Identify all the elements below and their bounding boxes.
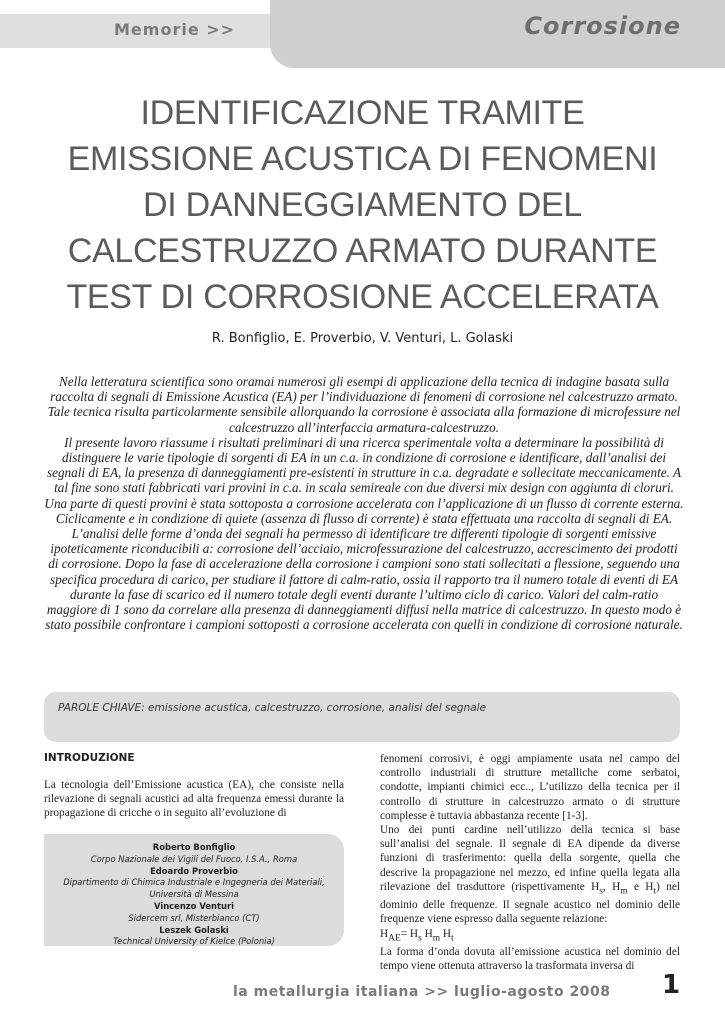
abstract-paragraph: Il presente lavoro riassume i risultati preliminari di una ricerca sperimentale volta a determinare la possibilità di distinguere le varie tipologie di sorgenti di EA in un c.a. in condizione di corrosione e identificare, dall’analisi dei segnali di EA, la presenza di danneggiamenti pre-esistenti in strutture in c.a. degradate e sollecitate meccanicamente. A tal fine sono stati fabbricati vari provini in c.a. in scala semireale con due diversi mix design con aggiunta di cloruri. Una parte di questi provini è stata sottoposta a corrosione accelerata con l’applicazione di un flusso di corrente esterna. Ciclicamente e in condizione di quiete (assenza di flusso di corrente) è stata effettuata una raccolta di segnali di EA. L’analisi delle forme d’onda dei segnali ha permesso di identificare tre differenti tipologie di sorgenti emissive ipoteticamente riconducibili a: corrosione dell’acciaio, microfessurazione del calcestruzzo, accrescimento dei prodotti di corrosione. Dopo la fase di accelerazione della corrosione i campioni sono stati sollecitati a flessione, seguendo una specifica procedura di carico, per studiare il fattore di calm-ratio, ossia il rapporto tra il numero totale di eventi di EA durante la fase di scarico ed il numero totale degli eventi durante l’ultimo ciclo di carico. Valori del calm-ratio maggiore di 1 sono da correlare alla presenza di danneggiamenti diffusi nella matrice di calcestruzzo. In questo modo è stato possibile confrontare i campioni sottoposti a corrosione accelerata con quelli in condizione di corrosione naturale. <box>44 434 684 633</box>
title-line: TEST DI CORROSIONE ACCELERATA <box>66 278 659 316</box>
title-line: CALCESTRUZZO ARMATO DURANTE <box>67 232 658 270</box>
affiliation-name: Edoardo Proverbio <box>150 865 238 876</box>
title-line: EMISSIONE ACUSTICA DI FENOMENI <box>67 140 658 178</box>
section-link[interactable]: Memorie >> <box>114 20 236 39</box>
body-paragraph: La forma d’onda dovuta all’emissione acustica nel dominio del tempo viene ottenuta attraverso la trasformata inversa di <box>380 946 680 973</box>
affiliation-institution: Sidercem srl, Misterbianco (CT) <box>128 912 260 923</box>
affiliation-name: Leszek Golaski <box>159 924 229 935</box>
author-affiliations <box>44 834 344 946</box>
affiliation-institution: Dipartimento di Chimica Industriale e Ingegneria dei Materiali, Università di Messina <box>63 877 325 900</box>
page-number: 1 <box>662 970 681 1000</box>
keywords-box <box>44 692 680 742</box>
affiliation-institution: Corpo Nazionale dei Vigili del Fuoco, I.S.A., Roma <box>90 853 298 864</box>
affiliation-name: Vincenzo Venturi <box>154 900 234 911</box>
abstract <box>44 374 684 632</box>
body-paragraph: fenomeni corrosivi, è oggi ampiamente usata nel campo del controllo industriali di strutture metalliche come serbatoi, condotte, impianti chimici ecc.., L’utilizzo della tecnica per il controllo di strutture in calcestruzzo armato o di strutture complesse è tuttavia abbastanza recente [1-3]. <box>380 753 680 822</box>
authors: R. Bonfiglio, E. Proverbio, V. Venturi, L. Golaski <box>211 331 514 346</box>
affiliation-institution: Technical University of Kielce (Polonia) <box>113 936 275 947</box>
journal-footer: la metallurgia italiana >> luglio-agosto 2008 <box>233 984 611 1000</box>
title-line: DI DANNEGGIAMENTO DEL <box>143 186 582 224</box>
formula: $H_{AE}= H_s$ $H_m$ $H_t$ <box>380 927 454 943</box>
section-heading: INTRODUZIONE <box>44 752 135 764</box>
affiliation-name: Roberto Bonfiglio <box>152 842 236 852</box>
keywords-text: PAROLE CHIAVE: emissione acustica, calcestruzzo, corrosione, analisi del segnale <box>58 702 487 714</box>
abstract-paragraph: Nella letteratura scientifica sono oramai numerosi gli esempi di applicazione della tecnica di indagine basata sulla raccolta di segnali di Emissione Acustica (EA) per l’individuazione di fenomeni di corrosione nel calcestruzzo armato. Tale tecnica risulta particolarmente sensibile allorquando la corrosione è associata alla formazione di microfessure nel calcestruzzo all’interfaccia armatura-calcestruzzo. <box>47 374 681 435</box>
page-header <box>0 0 725 48</box>
article-title <box>40 90 685 320</box>
right-column <box>380 752 680 974</box>
left-column <box>44 752 344 821</box>
category-label: Corrosione <box>524 12 681 40</box>
body-paragraph: La tecnologia dell’Emissione acustica (EA), che consiste nella rilevazione di segnali acustici ad alta frequenza emessi durante la propagazione di cricche o in seguito all’evoluzione di <box>44 779 344 820</box>
body-paragraph: Uno dei punti cardine nell’utilizzo della tecnica si base sull’analisi del segnale. Il segnale di EA dipende da diverse funzioni di trasferimento: quella della sorgente, quella che descrive la propagazione nel mezzo, ed infine quella legata alla rilevazione del trasduttore (rispettivamente $H_s$, $H_m$ e $H_t$) nel dominio delle frequenze. Il segnale acustico nel dominio delle frequenze viene espresso dalla seguente relazione: <box>380 824 681 926</box>
title-line: IDENTIFICAZIONE TRAMITE <box>140 94 585 132</box>
